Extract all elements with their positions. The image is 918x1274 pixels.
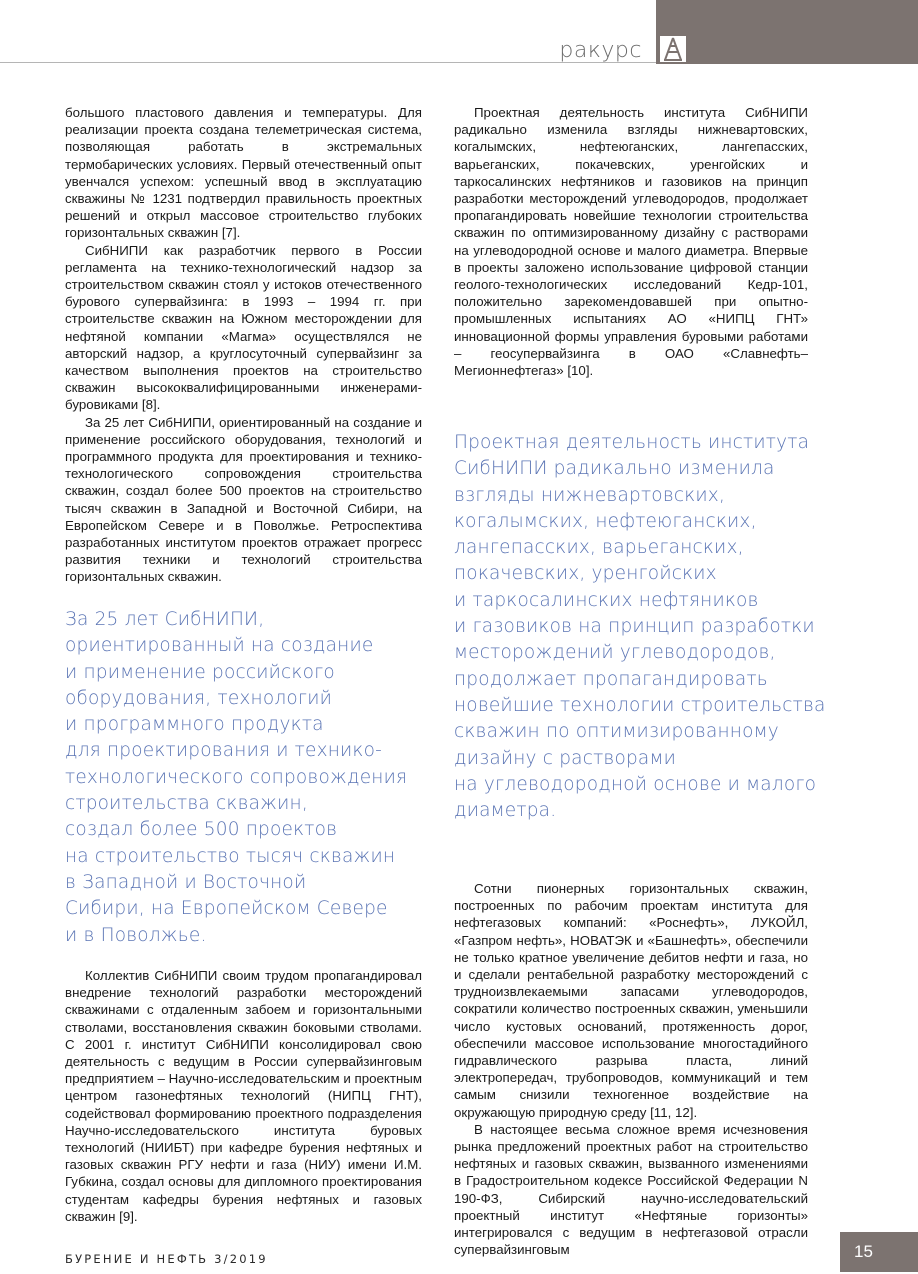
pull-quote-line: СибНИПИ радикально изменила xyxy=(454,458,775,480)
pull-quote-line: и применение российского xyxy=(65,661,335,683)
pull-quote-line: покачевских, уренгойских xyxy=(454,563,717,585)
pull-quote-left xyxy=(65,607,407,949)
pull-quote-line: новейшие технологии строительства xyxy=(454,694,826,716)
pull-quote-line: и газовиков на принцип разработки xyxy=(454,616,815,638)
pull-quote-line: дизайну с растворами xyxy=(454,747,676,769)
section-title: ракурс xyxy=(559,38,642,63)
pull-quote-line: Проектная деятельность института xyxy=(454,432,810,453)
pull-quote-line: диаметра. xyxy=(454,800,557,822)
header-brand-block xyxy=(656,0,918,64)
pull-quote-line: для проектирования и технико- xyxy=(65,740,383,762)
article-column-left-top xyxy=(65,104,422,586)
pull-quote-line: ориентированный на создание xyxy=(65,635,374,657)
article-column-right-top xyxy=(454,104,808,379)
pull-quote-line: на строительство тысяч скважин xyxy=(65,845,396,867)
pull-quote-line: технологического сопровождения xyxy=(65,766,408,788)
pull-quote-right xyxy=(454,430,826,824)
pull-quote-line: Сибири, на Европейском Севере xyxy=(65,898,388,920)
paragraph: В настоящее весьма сложное время исчезновения рынка предложений проектных работ на строительство нефтяных и газовых скважин, вызванного изменениями в Градостроительном кодексе Российской Федерации N 190-ФЗ, Сибирский научно-исследовательский проектный институт «Нефтяные горизонты» интегрировался с ведущим в нефтегазовой отрасли супервайзинговым xyxy=(454,1121,808,1258)
pull-quote-line: в Западной и Восточной xyxy=(65,871,307,893)
pull-quote-line: скважин по оптимизированному xyxy=(454,721,779,743)
pull-quote-line: продолжает пропагандировать xyxy=(454,668,768,690)
paragraph: За 25 лет СибНИПИ, ориентированный на создание и применение российского оборудования, технологий и программного продукта для проектирования и технико-технологического сопровождения строительства скважин, создал более 500 проектов на строительство тысяч скважин в Западной и Восточной Сибири, на Европейском Севере и в Поволжье. Ретроспектива разработанных институтом проектов отражает прогресс развития техники и технологий строительства горизонтальных скважин. xyxy=(65,414,422,585)
paragraph: Сотни пионерных горизонтальных скважин, построенных по рабочим проектам института для нефтегазовых компаний: «Роснефть», ЛУКОЙЛ, «Газпром нефть», НОВАТЭК и «Башнефть», обеспечили не только кратное увеличение дебитов нефти и газа, но и сделали рентабельной разработку месторождений с трудноизвлекаемыми запасами углеводородов, сократили количество построенных скважин, уменьшили число кустовых оснований, протяженность дорог, обеспечили массовое использование многостадийного гидравлического разрыва пласта, линий электропередач, трубопроводов, коммуникаций и тем самым снизили техногенное воздействие на окружающую природную среду [11, 12]. xyxy=(454,881,808,1120)
article-column-left-bottom xyxy=(65,967,422,1225)
paragraph: Проектная деятельность института СибНИПИ радикально изменила взгляды нижневартовских, когалымских, нефтеюганских, лангепасских, варьеганских, покачевских, уренгойских и таркосалинских нефтяников и газовиков на принцип разработки месторождений углеводородов, продолжает пропагандировать новейшие технологии строительства скважин по оптимизированному дизайну с растворами на углеводородной основе и малого диаметра. Впервые в проекты заложено использование цифровой станции геолого-технологических исследований Кедр-101, положительно зарекомендовавшей при опытно-промышленных испытаниях АО «НИПЦ ГНТ» инновационной формы управления буровыми работами – геосупервайзинга в ОАО «Славнефть–Мегионнефтегаз» [10]. xyxy=(454,105,808,379)
pull-quote-line: когалымских, нефтеюганских, xyxy=(454,510,757,532)
article-column-right-bottom xyxy=(454,880,808,1258)
pull-quote-line: месторождений углеводородов, xyxy=(454,642,776,664)
pull-quote-line: и программного продукта xyxy=(65,714,324,736)
oil-derrick-icon xyxy=(660,36,686,62)
page-number-box xyxy=(840,1232,918,1272)
pull-quote-line: взгляды нижневартовских, xyxy=(454,484,726,506)
pull-quote-line: оборудования, технологий xyxy=(65,687,332,709)
pull-quote-line: За 25 лет СибНИПИ, xyxy=(65,609,265,630)
journal-footer: БУРЕНИЕ И НЕФТЬ 3/2019 xyxy=(65,1252,268,1266)
pull-quote-line: и таркосалинских нефтяников xyxy=(454,589,759,611)
page-number: 15 xyxy=(854,1242,873,1261)
paragraph: Коллектив СибНИПИ своим трудом пропагандировал внедрение технологий разработки месторождений скважинами с отдаленным забоем и горизонтальными стволами, восстановления скважин боковыми стволами. С 2001 г. институт СибНИПИ консолидировал свою деятельность с ведущим в России супервайзинговым предприятием – Научно-исследовательским и проектным центром газонефтяных технологий (НИПЦ ГНТ), содействовал формированию проектного подразделения Научно-исследовательского института буровых технологий (НИИБТ) при кафедре бурения нефтяных и газовых скважин РГУ нефти и газа (НИУ) имени И.М. Губкина, создал основы для дипломного проектирования студентам кафедры бурения нефтяных и газовых скважин [9]. xyxy=(65,968,422,1224)
paragraph: СибНИПИ как разработчик первого в России регламента на технико-технологический надзор за строительством скважин стоял у истоков отечественного бурового супервайзинга: в 1993 – 1994 гг. при строительстве скважин на Южном месторождении для нефтяной компании «Магма» осуществлялся не авторский надзор, а круглосуточный супервайзинг за качеством выполнения проектов на строительство скважин высококвалифицированными инженерами-буровиками [8]. xyxy=(65,242,422,413)
paragraph: большого пластового давления и температуры. Для реализации проекта создана телеметрическая система, позволяющая работать в экстремальных термобарических условиях. Первый отечественный опыт увенчался успехом: успешный ввод в эксплуатацию скважины № 1231 подтвердил правильность проектных решений и открыл массовое строительство глубоких горизонтальных скважин [7]. xyxy=(65,105,422,241)
pull-quote-line: создал более 500 проектов xyxy=(65,819,338,841)
pull-quote-line: на углеводородной основе и малого xyxy=(454,773,817,795)
pull-quote-line: лангепасских, варьеганских, xyxy=(454,537,744,559)
pull-quote-line: строительства скважин, xyxy=(65,793,308,815)
pull-quote-line: и в Поволжье. xyxy=(65,924,207,946)
